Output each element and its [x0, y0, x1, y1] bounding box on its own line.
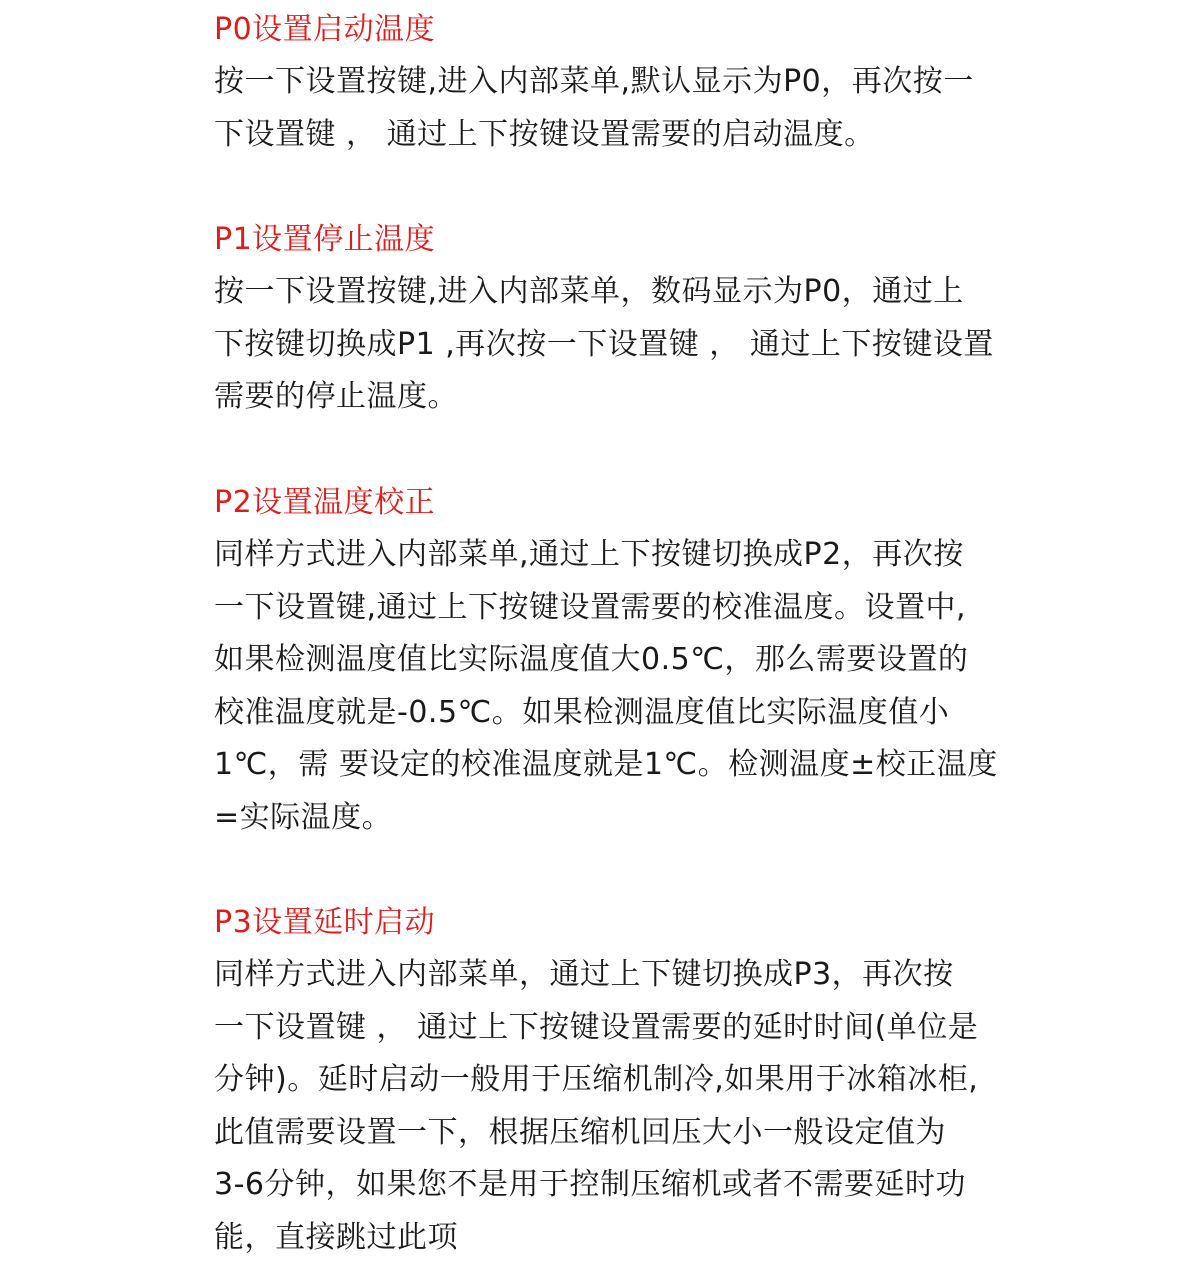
section-heading: P0设置启动温度 — [214, 12, 436, 47]
paragraph-line: 需要的停止温度。 — [214, 379, 458, 414]
paragraph-line: 此值需要设置一下，根据压缩机回压大小一般设定值为 — [214, 1114, 946, 1150]
paragraph-line: 一下设置键,通过上下按键设置需要的校准温度。设置中, — [214, 589, 967, 625]
paragraph-line: 分钟)。延时启动一般用于压缩机制冷,如果用于冰箱冰柜, — [214, 1062, 979, 1097]
paragraph-line: 按一下设置按键,进入内部菜单,默认显示为P0，再次按一 — [214, 64, 974, 99]
paragraph-line: 3-6分钟，如果您不是用于控制压缩机或者不需要延时功 — [214, 1167, 966, 1202]
section-heading: P3设置延时启动 — [214, 905, 436, 940]
paragraph-line: 1℃，需 要设定的校准温度就是1℃。检测温度±校正温度 — [214, 747, 998, 782]
paragraph-line: 下按键切换成P1 ,再次按一下设置键 ， 通过上下按键设置 — [214, 326, 994, 362]
paragraph-line: 如果检测温度值比实际温度值大0.5℃，那么需要设置的 — [214, 642, 969, 677]
section-p0-start-temperature — [214, 4, 1014, 161]
paragraph-line: =实际温度。 — [214, 799, 393, 835]
section-p3-delay-start — [214, 897, 1014, 1264]
section-p2-temperature-calibration — [214, 477, 1014, 844]
paragraph-line: 按一下设置按键,进入内部菜单，数码显示为P0，通过上 — [214, 274, 964, 309]
paragraph-line: 同样方式进入内部菜单，通过上下键切换成P3，再次按 — [214, 957, 954, 992]
paragraph-line: 能，直接跳过此项 — [214, 1219, 458, 1255]
paragraph-line: 校准温度就是-0.5℃。如果检测温度值比实际温度值小 — [214, 694, 950, 730]
paragraph-line: 一下设置键 ， 通过上下按键设置需要的延时时间(单位是 — [214, 1009, 979, 1045]
paragraph-line: 同样方式进入内部菜单,通过上下按键切换成P2，再次按 — [214, 537, 964, 572]
section-p1-stop-temperature — [214, 214, 1014, 424]
section-heading: P2设置温度校正 — [214, 485, 436, 520]
paragraph-line: 下设置键 ， 通过上下按键设置需要的启动温度。 — [214, 116, 875, 152]
section-heading: P1设置停止温度 — [214, 222, 436, 257]
